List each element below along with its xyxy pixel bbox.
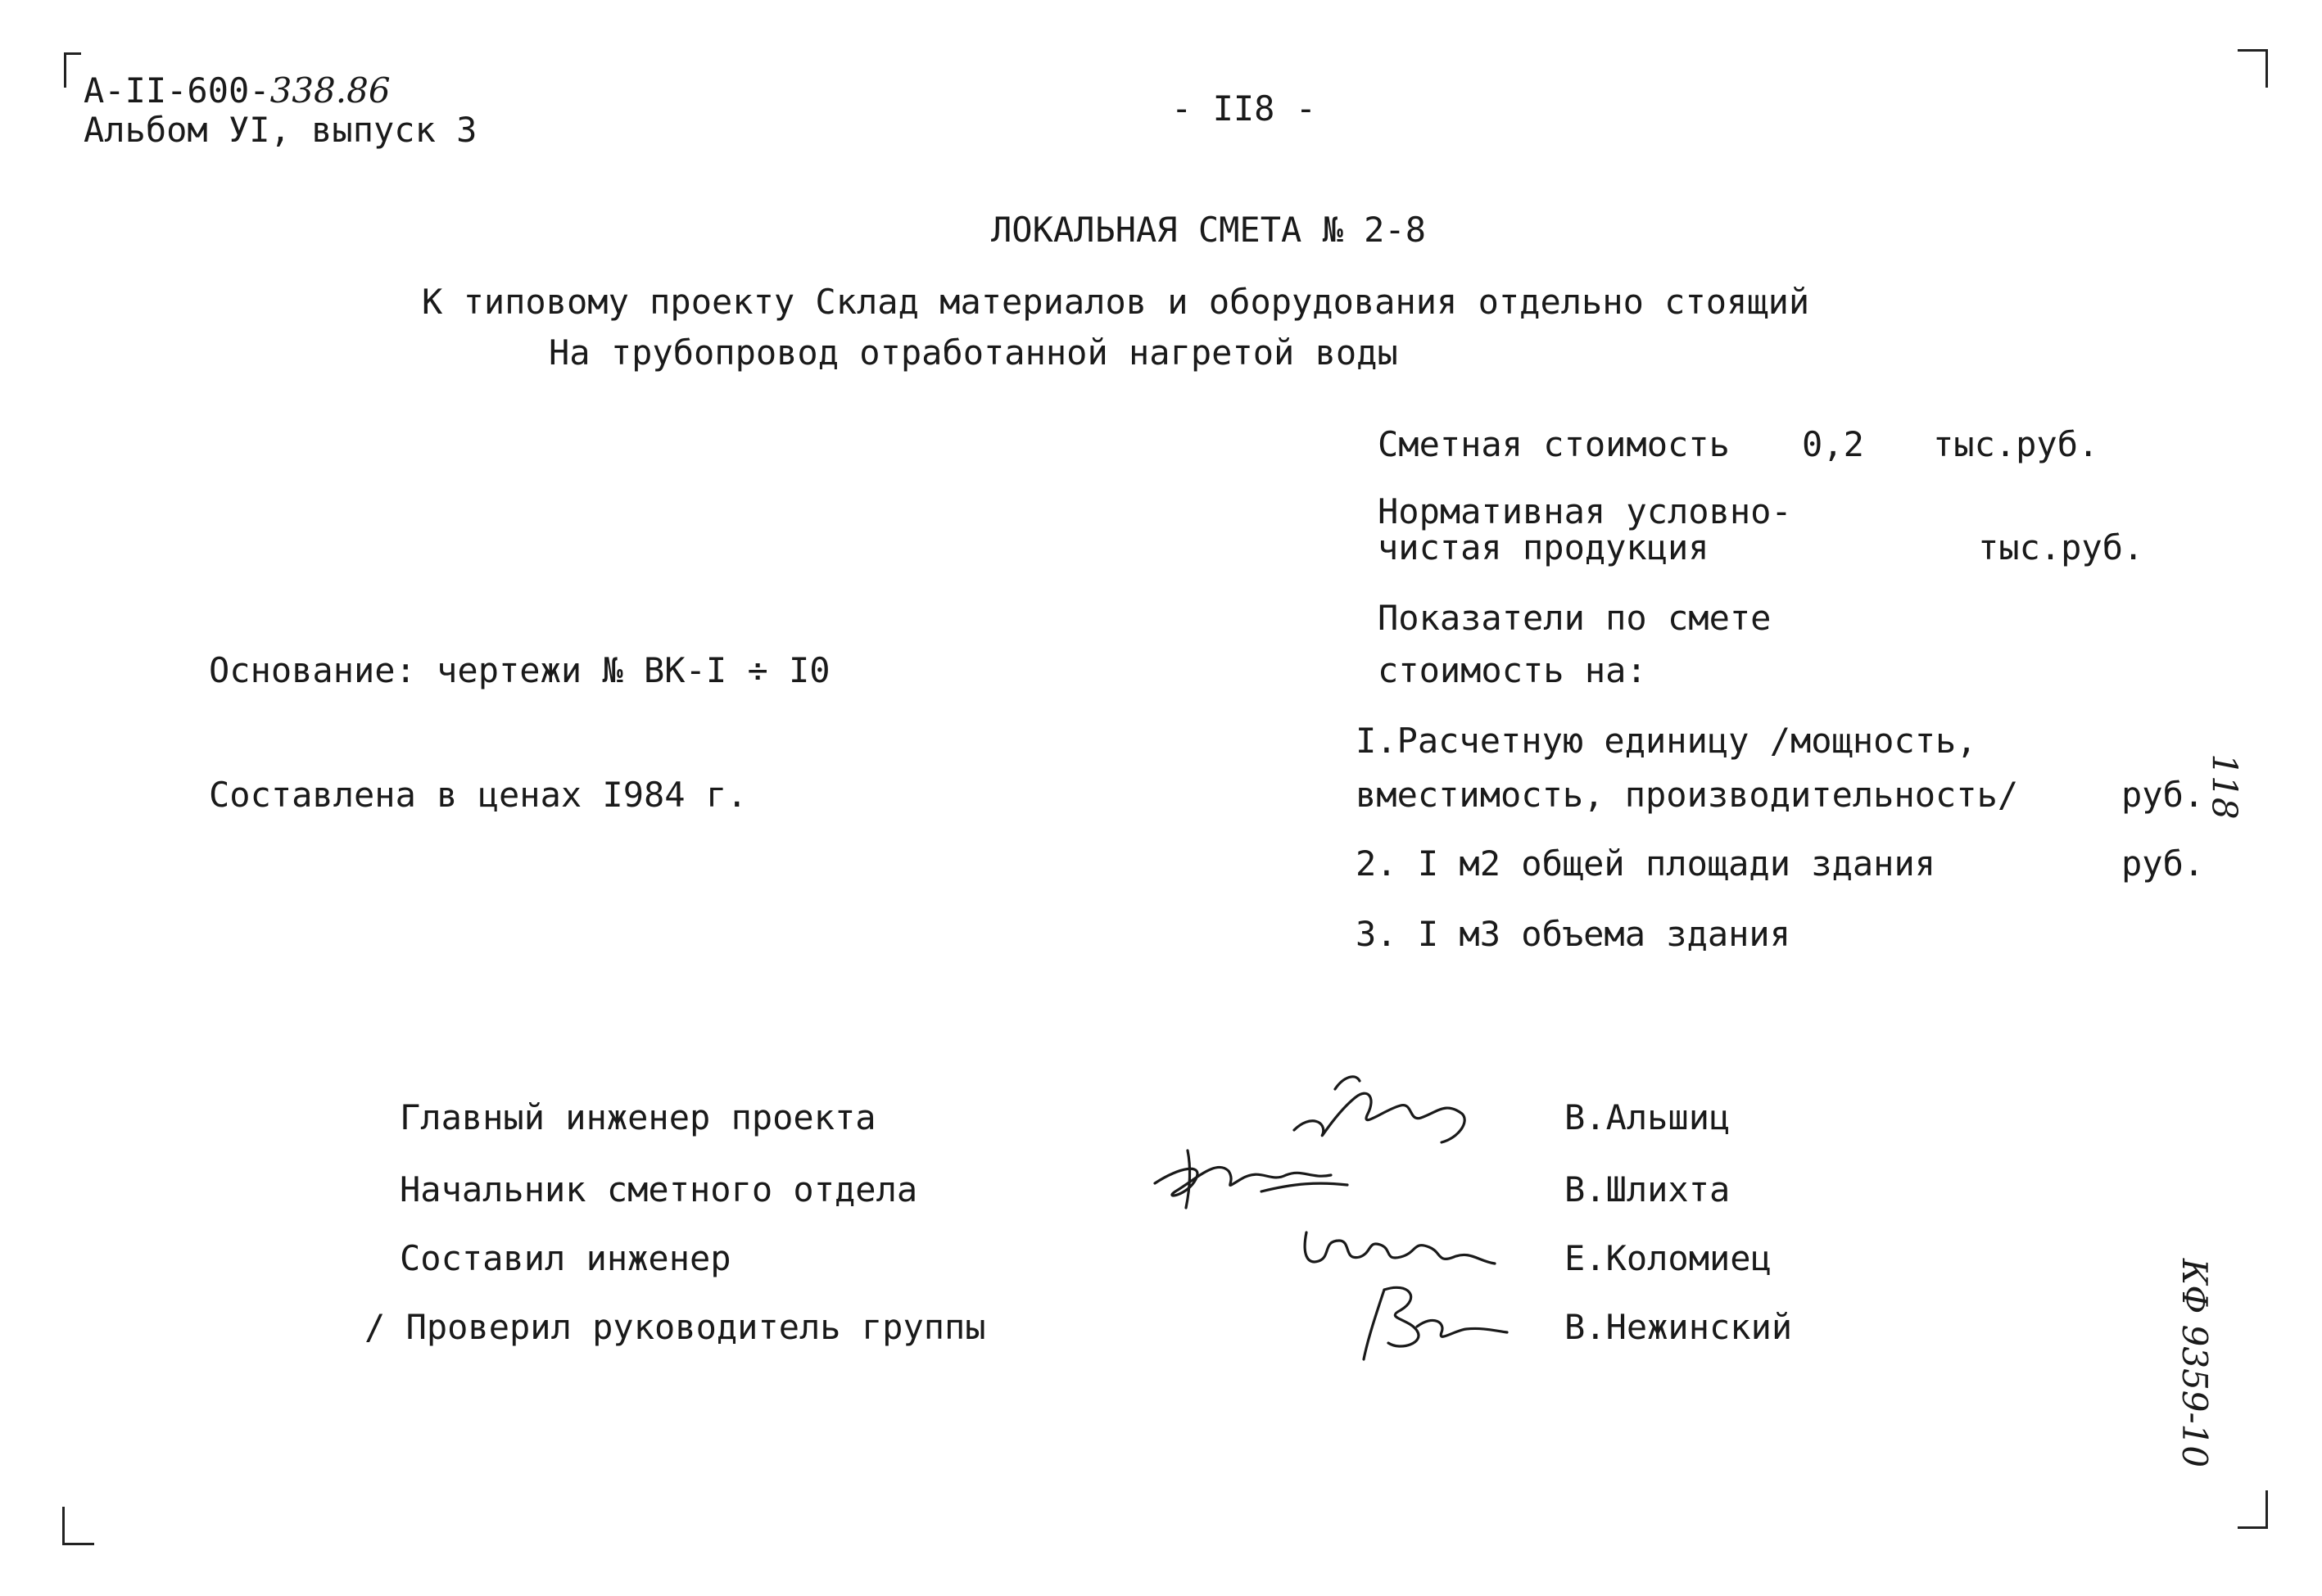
- project-line: К типовому проекту Склад материалов и оборудования отдельно стоящий: [422, 282, 1810, 322]
- signatory-role: Составил инженер: [400, 1238, 731, 1278]
- album-info: Альбом УI, выпуск 3: [84, 110, 478, 150]
- indicator-item2: 2. I м2 общей площади здания: [1356, 843, 1936, 884]
- corner-mark-top-right: [2238, 49, 2268, 88]
- indicators-line1: Показатели по смете: [1378, 598, 1772, 638]
- indicator-item2-unit: руб.: [2121, 843, 2205, 884]
- document-code-handwritten: 338.86: [269, 70, 391, 111]
- signatory-role: Главный инженер проекта: [400, 1097, 876, 1137]
- document-code-printed: А-II-600-: [84, 70, 270, 111]
- signatory-name: Е.Коломиец: [1564, 1238, 1772, 1278]
- indicator-item3: 3. I м3 объема здания: [1356, 914, 1791, 954]
- cost-label: Сметная стоимость: [1378, 424, 1730, 464]
- signatory-name: В.Шлихта: [1564, 1169, 1731, 1209]
- indicators-line2: стоимость на:: [1378, 650, 1647, 690]
- basis-line: Основание: чертежи № ВК-I ÷ I0: [209, 650, 831, 690]
- subject-line: На трубопровод отработанной нагретой воды: [549, 332, 1398, 373]
- prices-line: Составлена в ценах I984 г.: [209, 775, 748, 815]
- indicator-item1-line1: I.Расчетную единицу /мощность,: [1356, 721, 1977, 761]
- archive-code: КФ 9359-10: [2175, 1258, 2216, 1468]
- corner-mark-bottom-left: [62, 1507, 94, 1545]
- indicator-item1-unit: руб.: [2121, 775, 2205, 815]
- normative-label-line2: чистая продукция: [1378, 527, 1709, 567]
- signatory-role: Начальник сметного отдела: [400, 1169, 918, 1209]
- signature-estimate-head: [1138, 1134, 1360, 1216]
- normative-unit: тыс.руб.: [1978, 527, 2144, 567]
- normative-label-line1: Нормативная условно-: [1378, 491, 1792, 531]
- cost-unit: тыс.руб.: [1933, 424, 2099, 464]
- signatory-name: В.Альшиц: [1564, 1097, 1731, 1137]
- signatory-name: В.Нежинский: [1564, 1307, 1793, 1347]
- signatory-role: / Проверил руководитель группы: [364, 1307, 986, 1347]
- indicator-item1-line2: вместимость, производительность/: [1356, 775, 2019, 815]
- cost-value: 0,2: [1802, 424, 1864, 464]
- page-number: - II8 -: [1171, 88, 1317, 129]
- document-code: [84, 70, 391, 111]
- corner-mark-top-left: [64, 52, 81, 88]
- corner-mark-bottom-right: [2238, 1490, 2268, 1529]
- signature-group-lead: [1351, 1273, 1515, 1372]
- margin-page-number: 118: [2204, 753, 2245, 820]
- document-title: ЛОКАЛЬНАЯ СМЕТА № 2-8: [991, 210, 1427, 250]
